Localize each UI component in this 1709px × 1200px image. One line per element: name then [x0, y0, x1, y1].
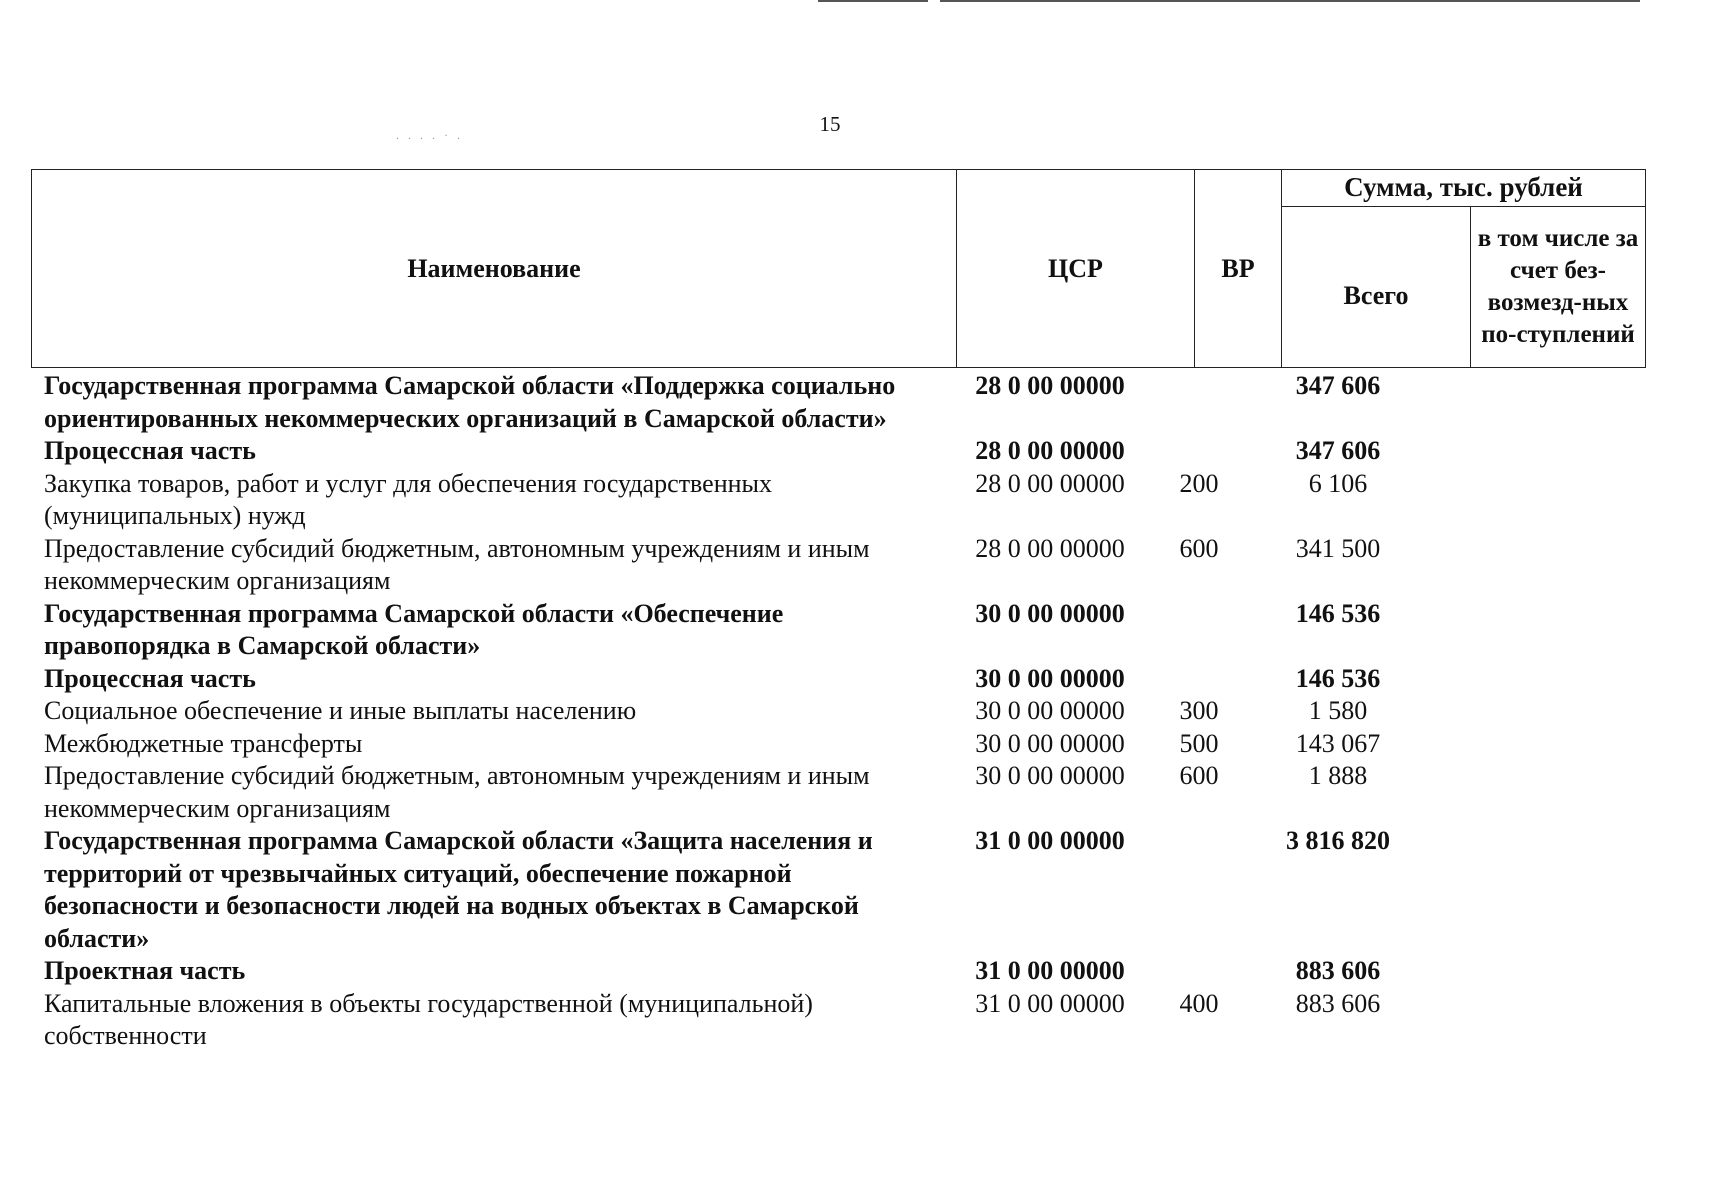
- table-row: [0, 468, 1709, 533]
- row-free: [1434, 370, 1604, 435]
- table-row: [0, 728, 1709, 761]
- row-free: [1434, 533, 1604, 598]
- table-row: [0, 695, 1709, 728]
- row-csr: 30 0 00 00000: [975, 728, 1125, 758]
- table-row: [0, 988, 1709, 1053]
- row-csr: 28 0 00 00000: [975, 468, 1125, 498]
- row-csr: 30 0 00 00000: [975, 696, 1125, 725]
- row-total: 3 816 820: [1286, 826, 1390, 855]
- row-total: 1 888: [1308, 761, 1368, 790]
- row-csr: 28 0 00 00000: [975, 533, 1125, 563]
- row-name: Процессная часть: [44, 663, 256, 693]
- header-total: Всего: [1282, 207, 1471, 368]
- row-free: [1434, 468, 1604, 533]
- row-total: 146 536: [1295, 598, 1381, 628]
- row-vr: [1156, 598, 1242, 663]
- row-free: [1434, 695, 1604, 728]
- table-row: [0, 663, 1709, 696]
- row-name: Проектная часть: [44, 956, 246, 985]
- row-vr: 600: [1179, 533, 1219, 563]
- scan-artifact: . . . . · .: [396, 128, 463, 142]
- row-total: 883 606: [1295, 956, 1381, 985]
- row-name: Социальное обеспечение и иные выплаты населению: [44, 696, 637, 725]
- row-name: Межбюджетные трансферты: [44, 728, 363, 758]
- row-csr: 31 0 00 00000: [975, 956, 1125, 985]
- row-free: [1434, 955, 1604, 988]
- table-row: [0, 955, 1709, 988]
- scan-top-line: [818, 0, 928, 2]
- row-name: Государственная программа Самарской области «Поддержка социально ориентированных некоммерческих организаций в Самарской области»: [44, 371, 896, 433]
- table-row: [0, 598, 1709, 663]
- row-free: [1434, 825, 1604, 955]
- header-free-receipts: в том числе за счет без-возмезд-ных по-ступлений: [1471, 207, 1646, 368]
- row-free: [1434, 663, 1604, 696]
- table-row: [0, 825, 1709, 955]
- row-free: [1434, 988, 1604, 1053]
- header-sum: Сумма, тыс. рублей: [1282, 170, 1646, 207]
- header-name: Наименование: [32, 170, 957, 368]
- table-row: [0, 370, 1709, 435]
- row-total: 347 606: [1295, 371, 1381, 400]
- table-body: [0, 370, 1709, 1053]
- row-csr: 31 0 00 00000: [975, 826, 1125, 855]
- row-csr: 30 0 00 00000: [975, 598, 1125, 628]
- row-free: [1434, 760, 1604, 825]
- row-free: [1434, 598, 1604, 663]
- row-total: 6 106: [1308, 468, 1368, 498]
- row-csr: 31 0 00 00000: [975, 988, 1125, 1018]
- table-row: [0, 435, 1709, 468]
- row-vr: [1156, 370, 1242, 435]
- row-total: 1 580: [1308, 696, 1368, 725]
- row-vr: [1156, 825, 1242, 955]
- row-csr: 28 0 00 00000: [975, 436, 1125, 465]
- row-csr: 28 0 00 00000: [975, 371, 1125, 400]
- row-vr: 400: [1179, 988, 1219, 1018]
- header-vr: ВР: [1195, 170, 1282, 368]
- row-vr: 500: [1179, 728, 1219, 758]
- row-total: 883 606: [1295, 988, 1381, 1018]
- table-row: [0, 760, 1709, 825]
- row-name: Капитальные вложения в объекты государственной (муниципальной) собственности: [44, 988, 813, 1050]
- row-total: 347 606: [1295, 436, 1381, 465]
- row-vr: 300: [1179, 696, 1219, 725]
- row-vr: 600: [1179, 761, 1219, 790]
- table-header: [31, 169, 1646, 368]
- row-name: Государственная программа Самарской области «Защита населения и территорий от чрезвычайных ситуаций, обеспечение пожарной безопасности и безопасности людей на водных объектах в Самарской области»: [44, 826, 873, 953]
- page-number: 15: [819, 112, 841, 136]
- row-csr: 30 0 00 00000: [975, 761, 1125, 790]
- scan-top-line: [940, 0, 1640, 2]
- row-csr: 30 0 00 00000: [975, 663, 1125, 693]
- row-name: Закупка товаров, работ и услуг для обеспечения государственных (муниципальных) нужд: [44, 468, 773, 530]
- row-total: 341 500: [1295, 533, 1381, 563]
- row-total: 146 536: [1295, 663, 1381, 693]
- row-total: 143 067: [1295, 728, 1381, 758]
- row-free: [1434, 435, 1604, 468]
- row-vr: [1156, 955, 1242, 988]
- row-name: Государственная программа Самарской области «Обеспечение правопорядка в Самарской области»: [44, 598, 784, 660]
- row-name: Процессная часть: [44, 436, 256, 465]
- row-vr: 200: [1179, 468, 1219, 498]
- row-vr: [1156, 435, 1242, 468]
- table-row: [0, 533, 1709, 598]
- header-csr: ЦСР: [957, 170, 1195, 368]
- row-vr: [1156, 663, 1242, 696]
- row-free: [1434, 728, 1604, 761]
- row-name: Предоставление субсидий бюджетным, автономным учреждениям и иным некоммерческим организациям: [44, 533, 870, 595]
- row-name: Предоставление субсидий бюджетным, автономным учреждениям и иным некоммерческим организациям: [44, 761, 870, 823]
